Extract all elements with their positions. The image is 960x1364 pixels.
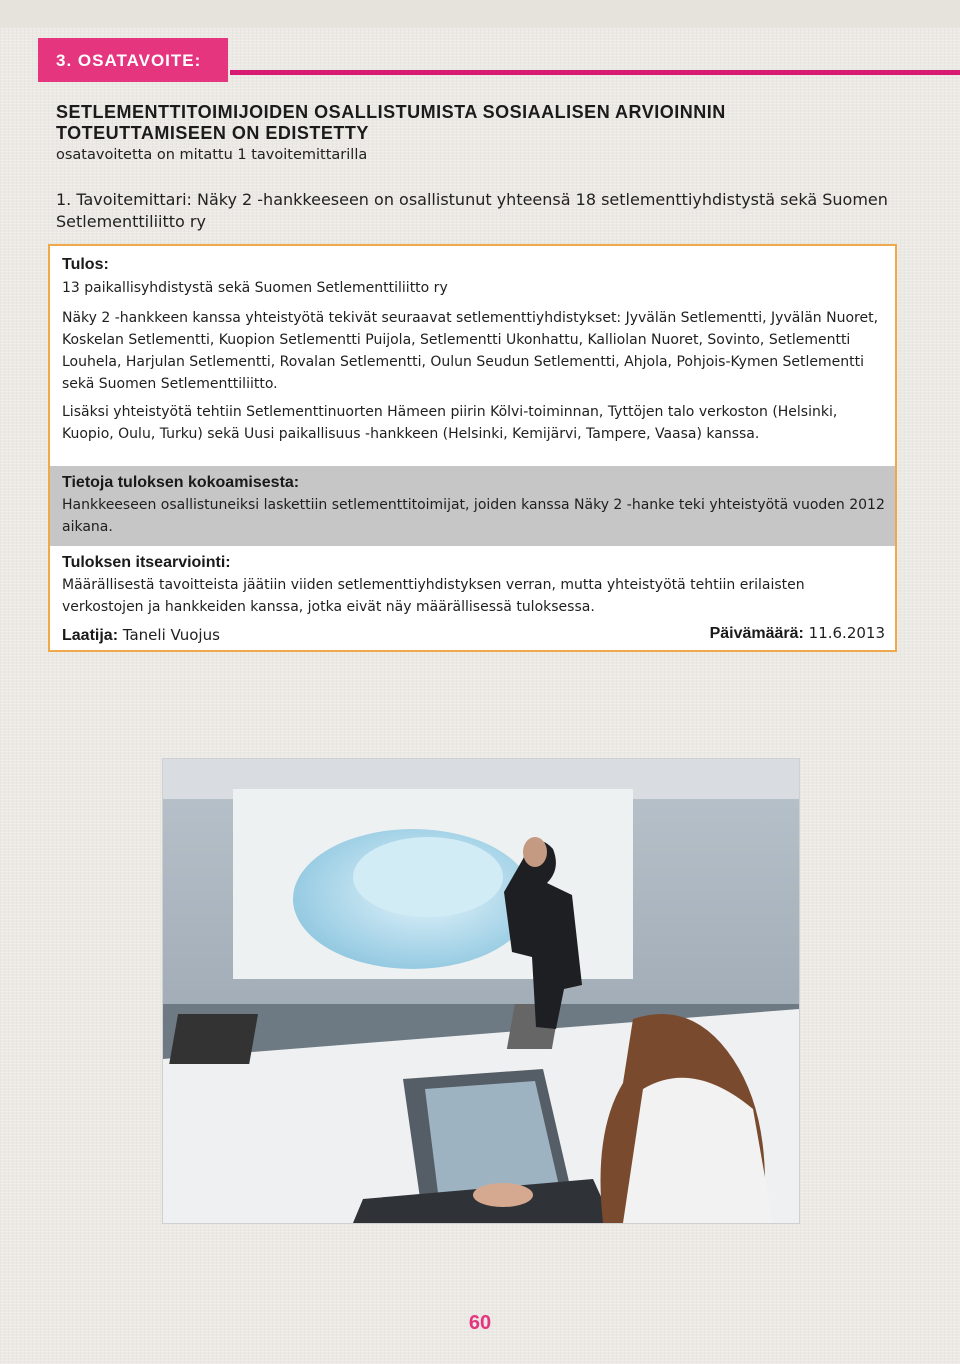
result-line: 13 paikallisyhdistystä sekä Suomen Setlementtiliitto ry	[62, 280, 448, 296]
title-line-2: TOTEUTTAMISEEN ON EDISTETTY	[56, 123, 369, 143]
date-label: Päivämäärä:	[709, 625, 804, 642]
indicator-text: 1. Tavoitemittari: Näky 2 -hankkeeseen on osallistunut yhteensä 18 setlementtiyhdistystä sekä Suomen Setlementtiliitto ry	[56, 190, 888, 231]
author	[62, 626, 220, 645]
section-tab: 3. OSATAVOITE:	[38, 38, 228, 82]
result-heading: Tulos:	[62, 256, 109, 273]
info-text: Hankkeeseen osallistuneiksi laskettiin setlementtitoimijat, joiden kanssa Näky 2 -hanke teki yhteistyötä vuoden 2012 aikana.	[62, 497, 885, 535]
result-box	[48, 244, 897, 652]
top-stripe	[0, 0, 960, 28]
assessment-text: Määrällisestä tavoitteista jäätiin viiden setlementtiyhdistyksen verran, mutta yhteistyötä tehtiin erilaisten verkostojen ja hankkeiden kanssa, jotka eivät näy määrällisessä tuloksessa.	[62, 577, 805, 615]
author-name: Taneli Vuojus	[122, 626, 220, 644]
header-rule	[230, 70, 960, 75]
presentation-photo	[162, 758, 800, 1224]
title-line-1: SETLEMENTTITOIMIJOIDEN OSALLISTUMISTA SOSIAALISEN ARVIOINNIN	[56, 102, 726, 122]
assessment-heading: Tuloksen itsearviointi:	[62, 554, 231, 571]
info-heading: Tietoja tuloksen kokoamisesta:	[62, 474, 300, 491]
author-label: Laatija:	[62, 627, 119, 644]
page-number: 60	[468, 1312, 492, 1334]
subtitle: osatavoitetta on mitattu 1 tavoitemittarilla	[56, 147, 368, 163]
info-section	[50, 466, 895, 546]
result-paragraph-1: Näky 2 -hankkeen kanssa yhteistyötä tekivät seuraavat setlementtiyhdistykset: Jyvälän Setlementti, Jyvälän Nuoret, Koskelan Setlementti, Kuopion Setlementti Puijola, Setlementti Ukonhattu, Kalliolan Nuoret, Sovinto, Setlementti Louhela, Harjulan Setlementti, Rovalan Setlementti, Oulun Seudun Setlementti, Ahjola, Pohjois-Kymen Setlementti sekä Suomen Setlementtiliitto.	[62, 310, 879, 392]
result-paragraph-2: Lisäksi yhteistyötä tehtiin Setlementtinuorten Hämeen piirin Kölvi-toiminnan, Tyttöjen talo verkoston (Helsinki, Kuopio, Oulu, Turku) sekä Uusi paikallisuus -hankkeen (Helsinki, Kemijärvi, Tampere, Vaasa) kanssa.	[62, 404, 838, 442]
page-title	[56, 102, 916, 144]
photo-illustration	[163, 759, 799, 1223]
date	[710, 624, 885, 643]
date-value: 11.6.2013	[808, 624, 885, 642]
